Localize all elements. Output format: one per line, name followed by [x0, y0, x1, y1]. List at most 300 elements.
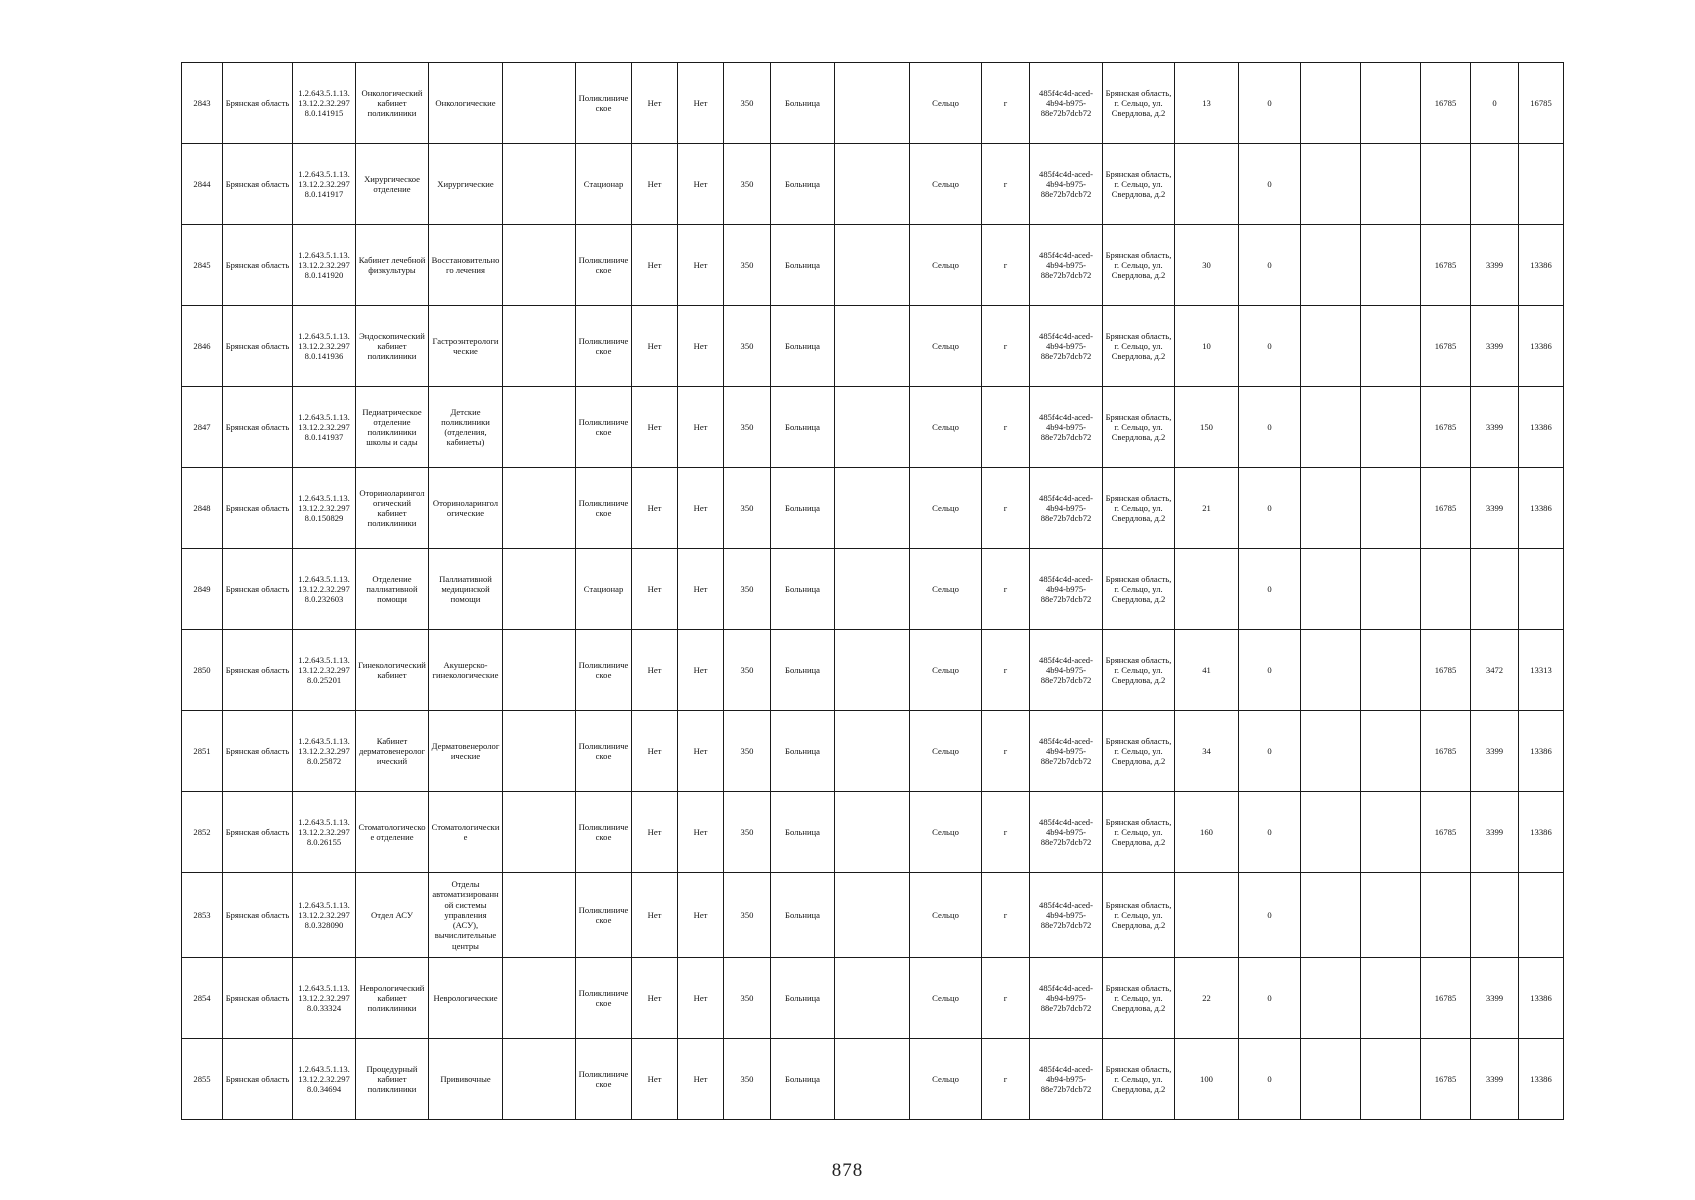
unit-name-cell: Онкологический кабинет поликлиники — [356, 63, 429, 144]
empty-cell — [503, 958, 576, 1039]
total-cell: 16785 — [1421, 387, 1471, 468]
code-cell: 350 — [724, 306, 771, 387]
guid-cell: 485f4c4d-aced-4b94-b975-88e72b7dcb72 — [1030, 63, 1103, 144]
care-type-cell: Поликлиническое — [576, 387, 632, 468]
flag-cell: Нет — [632, 468, 678, 549]
part-b-cell: 13386 — [1519, 225, 1564, 306]
empty-cell — [835, 225, 910, 306]
settlement-cell: Сельцо — [910, 792, 982, 873]
oid-cell: 1.2.643.5.1.13. 13.12.2.32.297 8.0.141917 — [293, 144, 356, 225]
profile-cell: Прививочные — [429, 1039, 503, 1120]
settlement-type-cell: г — [982, 468, 1030, 549]
empty-cell — [1361, 387, 1421, 468]
facility-type-cell: Больница — [771, 711, 835, 792]
record-number-cell: 2853 — [182, 873, 223, 958]
settlement-cell: Сельцо — [910, 468, 982, 549]
part-a-cell: 3399 — [1471, 468, 1519, 549]
flag-cell: Нет — [678, 387, 724, 468]
facility-type-cell: Больница — [771, 792, 835, 873]
oid-cell: 1.2.643.5.1.13. 13.12.2.32.297 8.0.150829 — [293, 468, 356, 549]
table-row — [182, 225, 1564, 306]
care-type-cell: Поликлиническое — [576, 630, 632, 711]
empty-cell — [1361, 225, 1421, 306]
zero-cell: 0 — [1239, 630, 1301, 711]
zero-cell: 0 — [1239, 468, 1301, 549]
record-number-cell: 2850 — [182, 630, 223, 711]
empty-cell — [835, 63, 910, 144]
part-a-cell: 3399 — [1471, 958, 1519, 1039]
code-cell: 350 — [724, 225, 771, 306]
flag-cell: Нет — [678, 468, 724, 549]
part-b-cell: 16785 — [1519, 63, 1564, 144]
empty-cell — [835, 144, 910, 225]
facility-type-cell: Больница — [771, 958, 835, 1039]
oid-cell: 1.2.643.5.1.13. 13.12.2.32.297 8.0.141937 — [293, 387, 356, 468]
flag-cell: Нет — [678, 873, 724, 958]
region-cell: Брянская область — [223, 549, 293, 630]
count-cell — [1175, 873, 1239, 958]
total-cell: 16785 — [1421, 711, 1471, 792]
guid-cell: 485f4c4d-aced-4b94-b975-88e72b7dcb72 — [1030, 873, 1103, 958]
empty-cell — [1301, 1039, 1361, 1120]
count-cell — [1175, 144, 1239, 225]
address-cell: Брянская область, г. Сельцо, ул. Свердлова, д.2 — [1103, 630, 1175, 711]
unit-name-cell: Стоматологическое отделение — [356, 792, 429, 873]
guid-cell: 485f4c4d-aced-4b94-b975-88e72b7dcb72 — [1030, 1039, 1103, 1120]
flag-cell: Нет — [632, 958, 678, 1039]
total-cell: 16785 — [1421, 630, 1471, 711]
count-cell: 21 — [1175, 468, 1239, 549]
total-cell: 16785 — [1421, 468, 1471, 549]
flag-cell: Нет — [678, 144, 724, 225]
guid-cell: 485f4c4d-aced-4b94-b975-88e72b7dcb72 — [1030, 711, 1103, 792]
empty-cell — [503, 63, 576, 144]
total-cell — [1421, 873, 1471, 958]
unit-name-cell: Отдел АСУ — [356, 873, 429, 958]
part-b-cell — [1519, 144, 1564, 225]
record-number-cell: 2854 — [182, 958, 223, 1039]
empty-cell — [503, 792, 576, 873]
unit-name-cell: Хирургическое отделение — [356, 144, 429, 225]
profile-cell: Неврологические — [429, 958, 503, 1039]
unit-name-cell: Кабинет лечебной физкультуры — [356, 225, 429, 306]
care-type-cell: Поликлиническое — [576, 711, 632, 792]
registry-table — [181, 62, 1564, 1120]
region-cell: Брянская область — [223, 225, 293, 306]
unit-name-cell: Отделение паллиативной помощи — [356, 549, 429, 630]
settlement-type-cell: г — [982, 387, 1030, 468]
total-cell: 16785 — [1421, 792, 1471, 873]
empty-cell — [1301, 144, 1361, 225]
address-cell: Брянская область, г. Сельцо, ул. Свердлова, д.2 — [1103, 549, 1175, 630]
address-cell: Брянская область, г. Сельцо, ул. Свердлова, д.2 — [1103, 387, 1175, 468]
settlement-cell: Сельцо — [910, 958, 982, 1039]
region-cell: Брянская область — [223, 468, 293, 549]
empty-cell — [835, 873, 910, 958]
oid-cell: 1.2.643.5.1.13. 13.12.2.32.297 8.0.141936 — [293, 306, 356, 387]
flag-cell: Нет — [678, 225, 724, 306]
part-b-cell: 13313 — [1519, 630, 1564, 711]
settlement-cell: Сельцо — [910, 711, 982, 792]
oid-cell: 1.2.643.5.1.13. 13.12.2.32.297 8.0.232603 — [293, 549, 356, 630]
record-number-cell: 2848 — [182, 468, 223, 549]
profile-cell: Стоматологические — [429, 792, 503, 873]
oid-cell: 1.2.643.5.1.13. 13.12.2.32.297 8.0.34694 — [293, 1039, 356, 1120]
zero-cell: 0 — [1239, 873, 1301, 958]
unit-name-cell: Неврологический кабинет поликлиники — [356, 958, 429, 1039]
total-cell: 16785 — [1421, 63, 1471, 144]
settlement-type-cell: г — [982, 144, 1030, 225]
facility-type-cell: Больница — [771, 468, 835, 549]
flag-cell: Нет — [678, 306, 724, 387]
flag-cell: Нет — [632, 549, 678, 630]
zero-cell: 0 — [1239, 387, 1301, 468]
count-cell: 41 — [1175, 630, 1239, 711]
empty-cell — [1301, 387, 1361, 468]
facility-type-cell: Больница — [771, 630, 835, 711]
empty-cell — [503, 387, 576, 468]
table-row — [182, 873, 1564, 958]
table-row — [182, 711, 1564, 792]
region-cell: Брянская область — [223, 306, 293, 387]
empty-cell — [1361, 792, 1421, 873]
part-a-cell — [1471, 873, 1519, 958]
part-a-cell: 3399 — [1471, 225, 1519, 306]
record-number-cell: 2843 — [182, 63, 223, 144]
unit-name-cell: Оториноларингологический кабинет поликлиники — [356, 468, 429, 549]
empty-cell — [503, 144, 576, 225]
total-cell: 16785 — [1421, 1039, 1471, 1120]
table-row — [182, 468, 1564, 549]
empty-cell — [1301, 225, 1361, 306]
record-number-cell: 2846 — [182, 306, 223, 387]
zero-cell: 0 — [1239, 792, 1301, 873]
facility-type-cell: Больница — [771, 387, 835, 468]
region-cell: Брянская область — [223, 958, 293, 1039]
code-cell: 350 — [724, 144, 771, 225]
care-type-cell: Поликлиническое — [576, 792, 632, 873]
page-number: 878 — [831, 1160, 864, 1181]
code-cell: 350 — [724, 711, 771, 792]
settlement-type-cell: г — [982, 711, 1030, 792]
record-number-cell: 2847 — [182, 387, 223, 468]
settlement-type-cell: г — [982, 63, 1030, 144]
part-a-cell: 3399 — [1471, 306, 1519, 387]
settlement-cell: Сельцо — [910, 630, 982, 711]
flag-cell: Нет — [678, 711, 724, 792]
zero-cell: 0 — [1239, 144, 1301, 225]
part-a-cell: 3472 — [1471, 630, 1519, 711]
flag-cell: Нет — [632, 387, 678, 468]
unit-name-cell: Педиатрическое отделение поликлиники школы и сады — [356, 387, 429, 468]
empty-cell — [503, 549, 576, 630]
part-a-cell — [1471, 549, 1519, 630]
flag-cell: Нет — [678, 958, 724, 1039]
empty-cell — [1301, 711, 1361, 792]
zero-cell: 0 — [1239, 711, 1301, 792]
part-b-cell: 13386 — [1519, 711, 1564, 792]
table-row — [182, 387, 1564, 468]
empty-cell — [1361, 549, 1421, 630]
code-cell: 350 — [724, 63, 771, 144]
empty-cell — [835, 468, 910, 549]
care-type-cell: Поликлиническое — [576, 63, 632, 144]
profile-cell: Паллиативной медицинской помощи — [429, 549, 503, 630]
region-cell: Брянская область — [223, 630, 293, 711]
unit-name-cell: Кабинет дерматовенерологический — [356, 711, 429, 792]
count-cell: 30 — [1175, 225, 1239, 306]
guid-cell: 485f4c4d-aced-4b94-b975-88e72b7dcb72 — [1030, 144, 1103, 225]
table-row — [182, 792, 1564, 873]
flag-cell: Нет — [632, 63, 678, 144]
part-b-cell: 13386 — [1519, 792, 1564, 873]
empty-cell — [1301, 63, 1361, 144]
oid-cell: 1.2.643.5.1.13. 13.12.2.32.297 8.0.141915 — [293, 63, 356, 144]
guid-cell: 485f4c4d-aced-4b94-b975-88e72b7dcb72 — [1030, 630, 1103, 711]
code-cell: 350 — [724, 1039, 771, 1120]
unit-name-cell: Гинекологический кабинет — [356, 630, 429, 711]
region-cell: Брянская область — [223, 1039, 293, 1120]
settlement-cell: Сельцо — [910, 144, 982, 225]
profile-cell: Восстановительного лечения — [429, 225, 503, 306]
address-cell: Брянская область, г. Сельцо, ул. Свердлова, д.2 — [1103, 144, 1175, 225]
record-number-cell: 2849 — [182, 549, 223, 630]
flag-cell: Нет — [632, 306, 678, 387]
count-cell: 160 — [1175, 792, 1239, 873]
region-cell: Брянская область — [223, 873, 293, 958]
empty-cell — [1301, 468, 1361, 549]
flag-cell: Нет — [678, 63, 724, 144]
count-cell: 10 — [1175, 306, 1239, 387]
guid-cell: 485f4c4d-aced-4b94-b975-88e72b7dcb72 — [1030, 387, 1103, 468]
settlement-type-cell: г — [982, 549, 1030, 630]
table-row — [182, 63, 1564, 144]
empty-cell — [503, 630, 576, 711]
count-cell: 13 — [1175, 63, 1239, 144]
address-cell: Брянская область, г. Сельцо, ул. Свердлова, д.2 — [1103, 306, 1175, 387]
unit-name-cell: Процедурный кабинет поликлиники — [356, 1039, 429, 1120]
empty-cell — [1301, 549, 1361, 630]
care-type-cell: Поликлиническое — [576, 468, 632, 549]
flag-cell: Нет — [632, 792, 678, 873]
care-type-cell: Поликлиническое — [576, 225, 632, 306]
guid-cell: 485f4c4d-aced-4b94-b975-88e72b7dcb72 — [1030, 306, 1103, 387]
record-number-cell: 2852 — [182, 792, 223, 873]
settlement-cell: Сельцо — [910, 549, 982, 630]
settlement-cell: Сельцо — [910, 225, 982, 306]
empty-cell — [835, 1039, 910, 1120]
unit-name-cell: Эндоскопический кабинет поликлиники — [356, 306, 429, 387]
facility-type-cell: Больница — [771, 225, 835, 306]
guid-cell: 485f4c4d-aced-4b94-b975-88e72b7dcb72 — [1030, 468, 1103, 549]
settlement-type-cell: г — [982, 225, 1030, 306]
address-cell: Брянская область, г. Сельцо, ул. Свердлова, д.2 — [1103, 711, 1175, 792]
flag-cell: Нет — [632, 225, 678, 306]
part-b-cell: 13386 — [1519, 306, 1564, 387]
total-cell — [1421, 549, 1471, 630]
empty-cell — [1361, 306, 1421, 387]
flag-cell: Нет — [678, 792, 724, 873]
care-type-cell: Стационар — [576, 144, 632, 225]
flag-cell: Нет — [678, 630, 724, 711]
count-cell: 34 — [1175, 711, 1239, 792]
settlement-cell: Сельцо — [910, 873, 982, 958]
guid-cell: 485f4c4d-aced-4b94-b975-88e72b7dcb72 — [1030, 792, 1103, 873]
region-cell: Брянская область — [223, 711, 293, 792]
empty-cell — [835, 958, 910, 1039]
settlement-type-cell: г — [982, 958, 1030, 1039]
part-b-cell — [1519, 549, 1564, 630]
flag-cell: Нет — [632, 630, 678, 711]
empty-cell — [835, 549, 910, 630]
empty-cell — [835, 792, 910, 873]
empty-cell — [1301, 306, 1361, 387]
empty-cell — [1301, 958, 1361, 1039]
part-a-cell — [1471, 144, 1519, 225]
record-number-cell: 2855 — [182, 1039, 223, 1120]
profile-cell: Гастроэнтерологические — [429, 306, 503, 387]
empty-cell — [1361, 144, 1421, 225]
settlement-cell: Сельцо — [910, 306, 982, 387]
total-cell: 16785 — [1421, 306, 1471, 387]
oid-cell: 1.2.643.5.1.13. 13.12.2.32.297 8.0.26155 — [293, 792, 356, 873]
facility-type-cell: Больница — [771, 144, 835, 225]
empty-cell — [1361, 873, 1421, 958]
table-row — [182, 306, 1564, 387]
profile-cell: Дерматовенерологические — [429, 711, 503, 792]
settlement-type-cell: г — [982, 792, 1030, 873]
zero-cell: 0 — [1239, 549, 1301, 630]
table-row — [182, 630, 1564, 711]
flag-cell: Нет — [632, 711, 678, 792]
empty-cell — [1361, 63, 1421, 144]
empty-cell — [835, 387, 910, 468]
oid-cell: 1.2.643.5.1.13. 13.12.2.32.297 8.0.328090 — [293, 873, 356, 958]
record-number-cell: 2845 — [182, 225, 223, 306]
address-cell: Брянская область, г. Сельцо, ул. Свердлова, д.2 — [1103, 792, 1175, 873]
part-a-cell: 0 — [1471, 63, 1519, 144]
empty-cell — [1301, 792, 1361, 873]
code-cell: 350 — [724, 873, 771, 958]
address-cell: Брянская область, г. Сельцо, ул. Свердлова, д.2 — [1103, 958, 1175, 1039]
region-cell: Брянская область — [223, 144, 293, 225]
part-a-cell: 3399 — [1471, 1039, 1519, 1120]
profile-cell: Отделы автоматизированной системы управления (АСУ), вычислительные центры — [429, 873, 503, 958]
settlement-type-cell: г — [982, 873, 1030, 958]
facility-type-cell: Больница — [771, 306, 835, 387]
flag-cell: Нет — [678, 1039, 724, 1120]
table-row — [182, 1039, 1564, 1120]
total-cell — [1421, 144, 1471, 225]
facility-type-cell: Больница — [771, 1039, 835, 1120]
facility-type-cell: Больница — [771, 873, 835, 958]
settlement-cell: Сельцо — [910, 1039, 982, 1120]
address-cell: Брянская область, г. Сельцо, ул. Свердлова, д.2 — [1103, 468, 1175, 549]
region-cell: Брянская область — [223, 63, 293, 144]
table-row — [182, 549, 1564, 630]
profile-cell: Хирургические — [429, 144, 503, 225]
flag-cell: Нет — [632, 1039, 678, 1120]
total-cell: 16785 — [1421, 958, 1471, 1039]
empty-cell — [503, 468, 576, 549]
code-cell: 350 — [724, 958, 771, 1039]
document-sheet — [181, 62, 1563, 1120]
guid-cell: 485f4c4d-aced-4b94-b975-88e72b7dcb72 — [1030, 958, 1103, 1039]
empty-cell — [503, 711, 576, 792]
region-cell: Брянская область — [223, 387, 293, 468]
guid-cell: 485f4c4d-aced-4b94-b975-88e72b7dcb72 — [1030, 549, 1103, 630]
flag-cell: Нет — [632, 144, 678, 225]
empty-cell — [1301, 630, 1361, 711]
profile-cell: Оториноларингологические — [429, 468, 503, 549]
oid-cell: 1.2.643.5.1.13. 13.12.2.32.297 8.0.33324 — [293, 958, 356, 1039]
part-a-cell: 3399 — [1471, 792, 1519, 873]
address-cell: Брянская область, г. Сельцо, ул. Свердлова, д.2 — [1103, 63, 1175, 144]
guid-cell: 485f4c4d-aced-4b94-b975-88e72b7dcb72 — [1030, 225, 1103, 306]
part-b-cell: 13386 — [1519, 468, 1564, 549]
record-number-cell: 2851 — [182, 711, 223, 792]
part-b-cell: 13386 — [1519, 387, 1564, 468]
record-number-cell: 2844 — [182, 144, 223, 225]
code-cell: 350 — [724, 549, 771, 630]
registry-table-body — [182, 63, 1564, 1120]
part-a-cell: 3399 — [1471, 711, 1519, 792]
settlement-cell: Сельцо — [910, 387, 982, 468]
count-cell — [1175, 549, 1239, 630]
part-b-cell: 13386 — [1519, 1039, 1564, 1120]
empty-cell — [1301, 873, 1361, 958]
empty-cell — [1361, 711, 1421, 792]
profile-cell: Акушерско-гинекологические — [429, 630, 503, 711]
flag-cell: Нет — [678, 549, 724, 630]
region-cell: Брянская область — [223, 792, 293, 873]
profile-cell: Детские поликлиники (отделения, кабинеты) — [429, 387, 503, 468]
empty-cell — [835, 306, 910, 387]
care-type-cell: Поликлиническое — [576, 958, 632, 1039]
empty-cell — [1361, 1039, 1421, 1120]
flag-cell: Нет — [632, 873, 678, 958]
zero-cell: 0 — [1239, 306, 1301, 387]
code-cell: 350 — [724, 630, 771, 711]
total-cell: 16785 — [1421, 225, 1471, 306]
care-type-cell: Поликлиническое — [576, 873, 632, 958]
zero-cell: 0 — [1239, 225, 1301, 306]
code-cell: 350 — [724, 792, 771, 873]
code-cell: 350 — [724, 468, 771, 549]
care-type-cell: Стационар — [576, 549, 632, 630]
settlement-type-cell: г — [982, 306, 1030, 387]
care-type-cell: Поликлиническое — [576, 306, 632, 387]
facility-type-cell: Больница — [771, 63, 835, 144]
empty-cell — [835, 711, 910, 792]
part-b-cell — [1519, 873, 1564, 958]
empty-cell — [503, 306, 576, 387]
empty-cell — [1361, 468, 1421, 549]
oid-cell: 1.2.643.5.1.13. 13.12.2.32.297 8.0.25201 — [293, 630, 356, 711]
address-cell: Брянская область, г. Сельцо, ул. Свердлова, д.2 — [1103, 1039, 1175, 1120]
empty-cell — [503, 873, 576, 958]
empty-cell — [503, 225, 576, 306]
empty-cell — [503, 1039, 576, 1120]
profile-cell: Онкологические — [429, 63, 503, 144]
empty-cell — [835, 630, 910, 711]
oid-cell: 1.2.643.5.1.13. 13.12.2.32.297 8.0.25872 — [293, 711, 356, 792]
settlement-cell: Сельцо — [910, 63, 982, 144]
table-row — [182, 144, 1564, 225]
part-b-cell: 13386 — [1519, 958, 1564, 1039]
zero-cell: 0 — [1239, 63, 1301, 144]
zero-cell: 0 — [1239, 958, 1301, 1039]
